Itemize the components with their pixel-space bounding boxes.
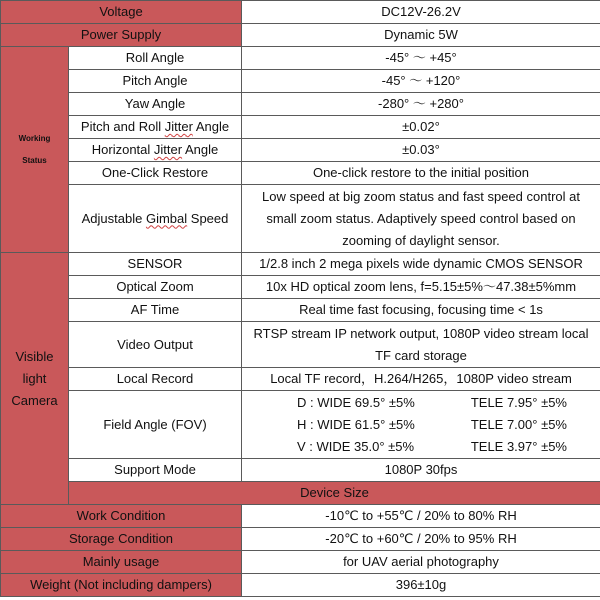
table-row <box>1 299 600 322</box>
working-status-line2: Status <box>22 155 47 165</box>
yaw-angle-value: -280° ～ +280° <box>242 93 600 116</box>
video-output-line2: TF card storage <box>375 347 467 363</box>
power-supply-label: Power Supply <box>1 24 242 47</box>
sensor-value: 1/2.8 inch 2 mega pixels wide dynamic CMOS SENSOR <box>242 253 600 276</box>
table-row <box>1 47 600 70</box>
sensor-label: SENSOR <box>69 253 242 276</box>
table-row <box>1 574 600 597</box>
weight-label: Weight (Not including dampers) <box>1 574 242 597</box>
roll-angle-label: Roll Angle <box>69 47 242 70</box>
gimbal-speed-line: zooming of daylight sensor. <box>342 232 500 248</box>
gimbal-speed-label <box>69 185 242 253</box>
table-row <box>1 505 600 528</box>
label-prefix: Adjustable <box>81 210 146 226</box>
storage-condition-value: -20℃ to +60℃ / 20% to 95% RH <box>242 528 600 551</box>
roll-angle-value: -45° ～ +45° <box>242 47 600 70</box>
label-suffix: Angle <box>182 142 219 157</box>
visible-light-camera-group-label <box>1 253 69 505</box>
table-row <box>1 459 600 482</box>
label-suffix: Angle <box>192 119 230 134</box>
device-size-label: Device Size <box>69 482 600 505</box>
label-wavy: Gimbal <box>145 210 188 226</box>
fov-tele: TELE 7.95° ±5% <box>470 394 567 410</box>
gimbal-speed-line: small zoom status. Adaptively speed control based on <box>266 210 576 226</box>
label-prefix: Pitch and Roll <box>80 119 165 134</box>
camera-group-line2: light <box>22 370 47 386</box>
fov-label: Field Angle (FOV) <box>69 391 242 459</box>
pitch-angle-label: Pitch Angle <box>69 70 242 93</box>
label-wavy: Jitter <box>164 119 193 134</box>
table-row <box>1 322 600 368</box>
power-supply-value: Dynamic 5W <box>242 24 600 47</box>
table-row <box>1 276 600 299</box>
camera-group-line3: Camera <box>11 392 58 408</box>
fov-row-h <box>245 414 597 436</box>
video-output-label: Video Output <box>69 322 242 368</box>
yaw-angle-label: Yaw Angle <box>69 93 242 116</box>
one-click-restore-label: One-Click Restore <box>69 162 242 185</box>
fov-value <box>242 391 600 459</box>
optical-zoom-value: 10x HD optical zoom lens, f=5.15±5%～47.38±5%mm <box>242 276 600 299</box>
camera-group-line1: Visible <box>15 348 54 364</box>
fov-wide: D : WIDE 69.5° ±5% <box>297 394 415 410</box>
table-row <box>1 162 600 185</box>
label-prefix: Horizontal <box>91 142 154 157</box>
horizontal-jitter-label <box>69 139 242 162</box>
fov-row-v <box>245 436 597 458</box>
fov-row-d <box>245 392 597 414</box>
table-row <box>1 24 600 47</box>
video-output-line1: RTSP stream IP network output, 1080P video stream local <box>253 325 589 341</box>
table-row <box>1 391 600 459</box>
working-status-group-label <box>1 47 69 253</box>
support-mode-label: Support Mode <box>69 459 242 482</box>
table-row <box>1 482 600 505</box>
work-condition-label: Work Condition <box>1 505 242 528</box>
fov-wide: V : WIDE 35.0° ±5% <box>297 438 415 454</box>
one-click-restore-value: One-click restore to the initial position <box>242 162 600 185</box>
storage-condition-label: Storage Condition <box>1 528 242 551</box>
table-row <box>1 1 600 24</box>
label-suffix: Speed <box>187 210 229 226</box>
voltage-label: Voltage <box>1 1 242 24</box>
table-row <box>1 70 600 93</box>
local-record-value: Local TF record，H.264/H265，1080P video stream <box>242 368 600 391</box>
table-row <box>1 528 600 551</box>
horizontal-jitter-value: ±0.03° <box>242 139 600 162</box>
table-row <box>1 551 600 574</box>
gimbal-speed-line: Low speed at big zoom status and fast speed control at <box>262 188 580 204</box>
support-mode-value: 1080P 30fps <box>242 459 600 482</box>
pitch-angle-value: -45° ～ +120° <box>242 70 600 93</box>
table-row <box>1 368 600 391</box>
table-row <box>1 93 600 116</box>
fov-tele: TELE 3.97° ±5% <box>470 438 567 454</box>
label-wavy: Jitter <box>153 142 183 157</box>
local-record-label: Local Record <box>69 368 242 391</box>
table-row <box>1 139 600 162</box>
table-row <box>1 185 600 253</box>
optical-zoom-label: Optical Zoom <box>69 276 242 299</box>
fov-tele: TELE 7.00° ±5% <box>470 416 567 432</box>
pitch-roll-jitter-value: ±0.02° <box>242 116 600 139</box>
af-time-label: AF Time <box>69 299 242 322</box>
mainly-usage-value: for UAV aerial photography <box>242 551 600 574</box>
mainly-usage-label: Mainly usage <box>1 551 242 574</box>
work-condition-value: -10℃ to +55℃ / 20% to 80% RH <box>242 505 600 528</box>
table-row <box>1 116 600 139</box>
table-row <box>1 253 600 276</box>
fov-wide: H : WIDE 61.5° ±5% <box>297 416 415 432</box>
working-status-line1: Working <box>18 133 51 143</box>
gimbal-speed-value <box>242 185 600 253</box>
pitch-roll-jitter-label <box>69 116 242 139</box>
voltage-value: DC12V-26.2V <box>242 1 600 24</box>
af-time-value: Real time fast focusing, focusing time < 1s <box>242 299 600 322</box>
video-output-value <box>242 322 600 368</box>
weight-value: 396±10g <box>242 574 600 597</box>
